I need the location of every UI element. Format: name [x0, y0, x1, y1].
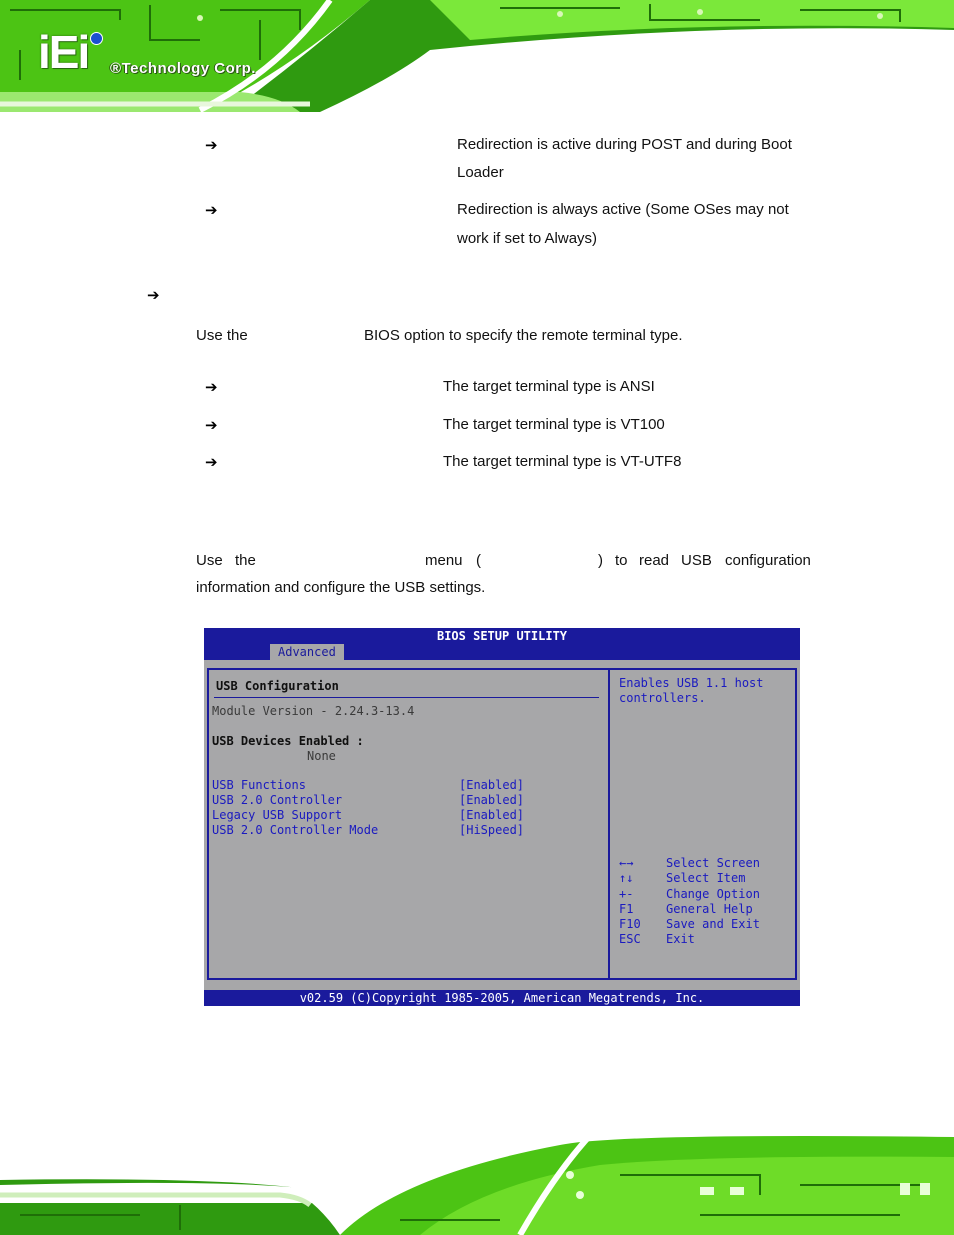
setting-usb2-mode[interactable]: USB 2.0 Controller Mode [212, 823, 379, 837]
terminal-intro-before: Use the [196, 327, 248, 344]
terminal-option-description: The target terminal type is VT100 [443, 416, 665, 433]
company-logo-mark: iEi [38, 26, 89, 78]
terminal-option-description: The target terminal type is ANSI [443, 378, 655, 395]
setting-value[interactable]: [HiSpeed] [459, 823, 525, 837]
bios-divider [608, 668, 610, 980]
key-legend-key: +- [619, 887, 634, 901]
setting-usb-functions[interactable]: USB Functions [212, 778, 306, 792]
module-version: Module Version - 2.24.3-13.4 [212, 704, 415, 718]
usb-para-word: USB [681, 552, 712, 569]
setting-value[interactable]: [Enabled] [459, 808, 525, 822]
header-banner-graphic [0, 0, 954, 112]
usb-para-word: to [615, 552, 628, 569]
key-legend-action: Exit [666, 932, 695, 946]
bullet-arrow-icon: ➔ [205, 453, 218, 471]
key-legend-action: General Help [666, 902, 753, 916]
bullet-arrow-icon: ➔ [205, 378, 218, 396]
key-legend-key: ←→ [619, 856, 634, 870]
option-description-cont: Loader [457, 164, 504, 181]
usb-devices-label: USB Devices Enabled : [212, 734, 364, 748]
bullet-arrow-icon: ➔ [205, 201, 218, 219]
page-footer [0, 1125, 954, 1235]
setting-legacy-usb[interactable]: Legacy USB Support [212, 808, 343, 822]
bios-tab-bar [204, 644, 800, 660]
setting-usb2-controller[interactable]: USB 2.0 Controller [212, 793, 343, 807]
bios-heading-underline [214, 697, 599, 698]
bios-status-bar: v02.59 (C)Copyright 1985-2005, American Megatrends, Inc. [204, 990, 800, 1006]
logo-dot [90, 32, 103, 45]
bios-title: BIOS SETUP UTILITY [204, 628, 800, 644]
key-legend-key: F10 [619, 917, 641, 931]
usb-para-word: ) [598, 552, 603, 569]
key-legend-action: Change Option [666, 887, 760, 901]
option-description: Redirection is always active (Some OSes may not [457, 201, 789, 218]
option-description: Redirection is active during POST and during Boot [457, 136, 792, 153]
bios-screenshot [204, 628, 800, 1006]
key-legend-action: Save and Exit [666, 917, 760, 931]
key-legend-action: Select Item [666, 871, 746, 885]
terminal-intro-after: BIOS option to specify the remote terminal type. [364, 327, 683, 344]
section-arrow-icon: ➔ [147, 286, 160, 304]
usb-devices-value: None [307, 749, 336, 763]
usb-para-word: configuration [725, 552, 811, 569]
key-legend-key: ↑↓ [619, 871, 634, 885]
setting-value[interactable]: [Enabled] [459, 793, 525, 807]
usb-para-word: menu [425, 552, 463, 569]
bullet-arrow-icon: ➔ [205, 416, 218, 434]
footer-banner-graphic [0, 1125, 954, 1235]
help-text-cont: controllers. [619, 691, 706, 705]
usb-para-word: read [639, 552, 670, 569]
company-name: ®Technology Corp. [110, 60, 256, 77]
tab-advanced[interactable]: Advanced [270, 644, 344, 660]
key-legend-action: Select Screen [666, 856, 760, 870]
usb-para-word: Use [196, 552, 223, 569]
help-text: Enables USB 1.1 host [619, 676, 764, 690]
bullet-arrow-icon: ➔ [205, 136, 218, 154]
key-legend-key: ESC [619, 932, 641, 946]
terminal-option-description: The target terminal type is VT-UTF8 [443, 453, 682, 470]
setting-value[interactable]: [Enabled] [459, 778, 525, 792]
usb-para-line2: information and configure the USB settings. [196, 579, 486, 596]
page-header [0, 0, 954, 112]
option-description-cont: work if set to Always) [457, 230, 598, 247]
usb-para-word: the [235, 552, 256, 569]
key-legend-key: F1 [619, 902, 634, 916]
usb-para-word: ( [476, 552, 481, 569]
bios-heading: USB Configuration [216, 679, 339, 693]
